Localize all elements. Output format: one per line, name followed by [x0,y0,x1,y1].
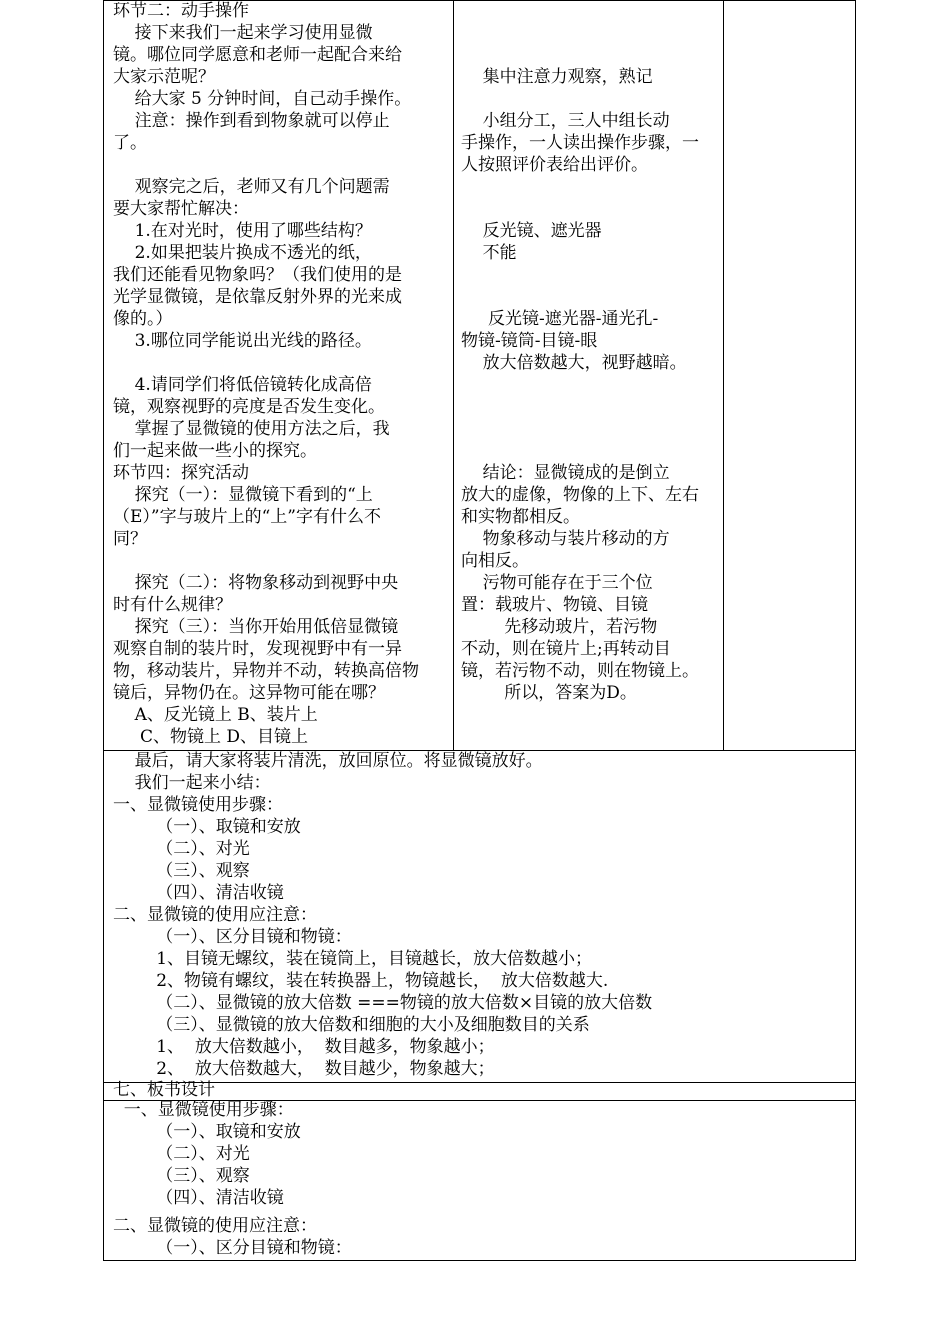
summary-text-line: 二、显微镜的使用应注意： [113,905,317,925]
board-text-line: （三）、观察 [113,1166,250,1186]
student-text-line: 集中注意力观察，熟记 [461,67,653,87]
teacher-text-line: 镜。哪位同学愿意和老师一起配合来给 [113,45,402,65]
column-divider-2 [723,0,724,751]
student-text-line: 物镜-镜筒-目镜-眼 [461,331,598,351]
lesson-summary [113,750,853,1080]
teacher-text-line: 探究（三）：当你开始用低倍显微镜 [113,617,399,637]
summary-text-line: 最后，请大家将装片清洗，放回原位。将显微镜放好。 [113,751,543,771]
teacher-text-line: 观察自制的装片时，发现视野中有一异 [113,639,402,659]
teacher-text-line: 物，移动装片，异物并不动，转换高倍物 [113,661,419,681]
board-design-title: 七、板书设计 [113,1080,215,1100]
board-text-line: （二）、对光 [113,1144,250,1164]
student-text-line: 放大倍数越大，视野越暗。 [461,353,687,373]
teacher-text-line: 要大家帮忙解决： [113,199,249,219]
column-divider-1 [453,0,454,751]
summary-text-line: （三）、观察 [113,861,250,881]
teacher-text-line: 掌握了显微镜的使用方法之后，我 [113,419,390,439]
board-text-line: （一）、取镜和安放 [113,1122,301,1142]
student-text-line: 物象移动与装片移动的方 [461,529,670,549]
student-text-line: 结论：显微镜成的是倒立 [461,463,670,483]
summary-text-line: （四）、清洁收镜 [113,883,284,903]
student-text-line: 镜，若污物不动，则在物镜上。 [461,661,699,681]
teacher-text-line: 像的。） [113,309,173,329]
student-text-line [461,88,721,110]
student-text-line [461,440,721,462]
summary-text-line: （二）、显微镜的放大倍数 ===物镜的放大倍数×目镜的放大倍数 [113,993,653,1013]
student-text-line [461,22,721,44]
student-text-line [461,374,721,396]
board-design-notes [113,1215,853,1259]
student-text-line: 手操作，一人读出操作步骤，一 [461,133,699,153]
teacher-text-line: 给大家 5 分钟时间，自己动手操作。 [113,89,412,109]
board-text-line: 二、显微镜的使用应注意： [113,1216,317,1236]
teacher-text-line: 光学显微镜，是依靠反射外界的光来成 [113,287,402,307]
teacher-text-line: 2.如果把装片换成不透光的纸， [113,243,372,263]
teacher-text-line: 镜，观察视野的亮度是否发生变化。 [113,397,385,417]
summary-text-line: 1、 放大倍数越小， 数目越多，物象越小； [113,1037,495,1057]
board-text-line: 一、显微镜使用步骤： [113,1100,294,1120]
student-text-line [461,44,721,66]
student-text-line: 先移动玻片，若污物 [461,617,658,637]
row-divider-2 [103,1082,856,1083]
student-text-line: 置：载玻片、物镜、目镜 [461,595,648,615]
teacher-text-line [113,352,451,374]
teacher-text-line [113,154,451,176]
student-text-line [461,198,721,220]
teacher-text-line: 时有什么规律？ [113,595,232,615]
summary-text-line: （二）、对光 [113,839,250,859]
teacher-text-line: 们一起来做一些小的探究。 [113,441,317,461]
student-text-line: 反光镜、遮光器 [461,221,602,241]
summary-text-line: 我们一起来小结： [113,773,271,793]
student-text-line: 和实物都相反。 [461,507,580,527]
teacher-text-line: 镜后，异物仍在。这异物可能在哪？ [113,683,385,703]
teacher-text-line: 了。 [113,133,147,153]
board-text-line: （一）、区分目镜和物镜： [113,1238,352,1258]
student-text-line: 小组分工，三人中组长动 [461,111,670,131]
student-text-line: 向相反。 [461,551,529,571]
teacher-text-line: 环节四：探究活动 [113,463,249,483]
teacher-text-line: 我们还能看见物象吗？（我们使用的是 [113,265,402,285]
summary-text-line: 2、 放大倍数越大， 数目越少，物象越大； [113,1059,495,1079]
teacher-text-line: 接下来我们一起来学习使用显微 [113,23,373,43]
student-text-line: 放大的虚像，物像的上下、左右 [461,485,699,505]
student-text-line: 人按照评价表给出评价。 [461,155,648,175]
summary-text-line: （一）、区分目镜和物镜： [113,927,352,947]
board-design-content [113,1099,853,1209]
summary-text-line: （一）、取镜和安放 [113,817,301,837]
teacher-text-line [113,550,451,572]
teacher-text-line: 大家示范呢？ [113,67,215,87]
teacher-text-line: 1.在对光时，使用了哪些结构？ [113,221,372,241]
teacher-text-line: 探究（一）：显微镜下看到的“上 [113,485,373,505]
student-text-line [461,286,721,308]
student-text-line: 污物可能存在于三个位 [461,573,653,593]
teacher-text-line: 探究（二）：将物象移动到视野中央 [113,573,399,593]
student-text-line: 反光镜-遮光器-通光孔- [461,309,659,329]
teacher-text-line: A、反光镜上 B、装片上 [113,705,318,725]
teacher-text-line: 注意：操作到看到物象就可以停止 [113,111,390,131]
teacher-text-line: C、物镜上 D、目镜上 [113,727,309,747]
student-text-line [461,264,721,286]
summary-text-line: （三）、显微镜的放大倍数和细胞的大小及细胞数目的关系 [113,1015,590,1035]
student-text-line: 不能 [461,243,517,263]
teacher-text-line: 环节二：动手操作 [113,1,249,21]
summary-text-line: 1、目镜无螺纹，装在镜筒上，目镜越长，放大倍数越小； [113,949,593,969]
student-text-line: 所以，答案为D。 [461,683,637,703]
student-text-line: 不动，则在镜片上;再转动目 [461,639,671,659]
summary-text-line: 一、显微镜使用步骤： [113,795,283,815]
student-text-line [461,0,721,22]
teacher-text-line: 4.请同学们将低倍镜转化成高倍 [113,375,372,395]
summary-text-line: 2、物镜有螺纹，装在转换器上，物镜越长， 放大倍数越大. [113,971,609,991]
teacher-text-line: 同？ [113,529,147,549]
teacher-text-line: 观察完之后，老师又有几个问题需 [113,177,390,197]
student-text-line [461,396,721,418]
student-activity-column [461,0,721,704]
teacher-activity-column [113,0,451,748]
teacher-text-line: 3.哪位同学能说出光线的路径。 [113,331,372,351]
board-text-line: （四）、清洁收镜 [113,1188,284,1208]
student-text-line [461,176,721,198]
teacher-text-line: （E）”字与玻片上的“上”字有什么不 [113,507,381,527]
student-text-line [461,418,721,440]
